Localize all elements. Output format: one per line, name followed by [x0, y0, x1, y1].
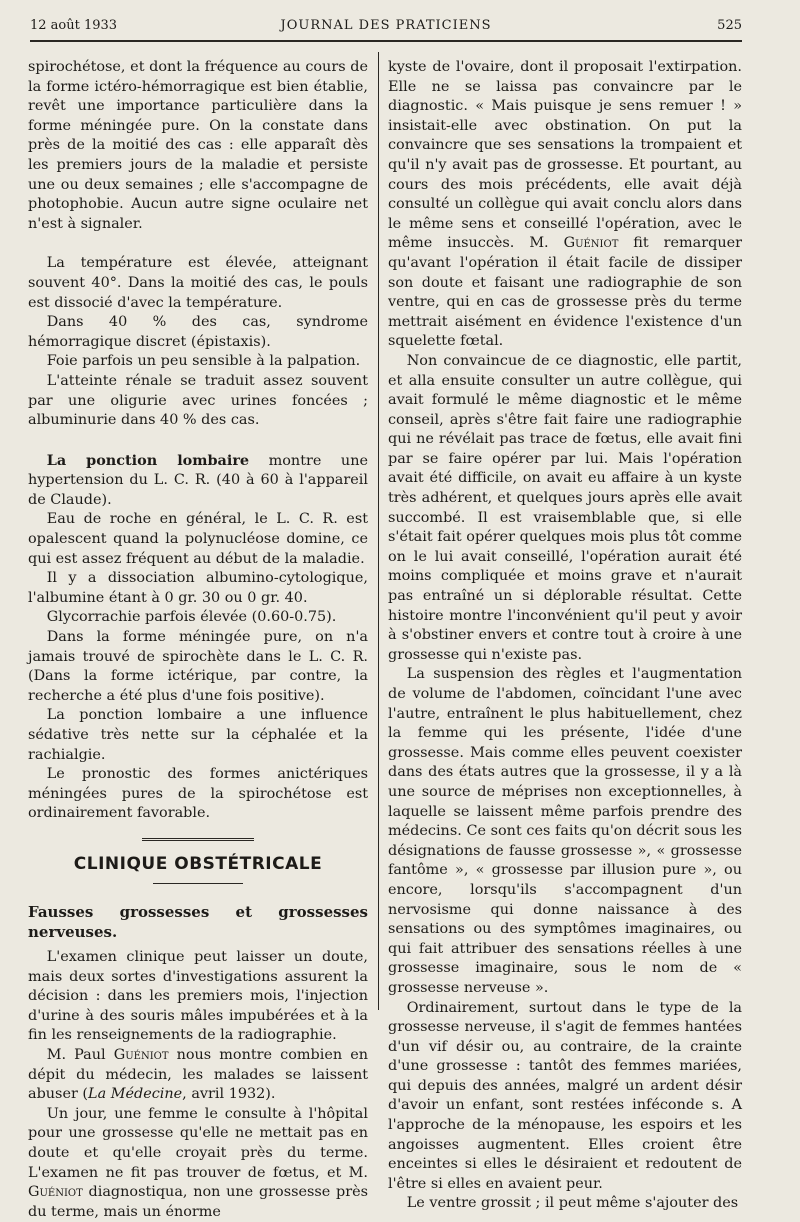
paragraph: L'examen clinique peut laisser un doute, mais deux sortes d'investigations assurent la décision : dans les premiers mois, l'injection d'urine à des souris mâles impubérées et à la fin les renseignements de la radiographie.: [28, 948, 368, 1044]
paragraph: spirochétose, et dont la fréquence au cours de la forme ictéro-hémorragique est bien établie, revêt une importance particulière dans la forme méningée pure. On la constate dans près de la moitié des cas : elle apparaît dès les premiers jours de la maladie et persiste une ou deux semaines ; elle s'accompagne de photophobie. Aucun autre signe oculaire net n'est à signaler.: [28, 59, 368, 232]
author-name: Guéniot: [563, 235, 619, 252]
issue-date: 12 août 1933: [30, 18, 118, 33]
author-name: Guéniot: [113, 1046, 169, 1063]
paragraph: La température est élevée, atteignant souvent 40°. Dans la moitié des cas, le pouls est dissocié d'avec la température.: [28, 255, 368, 311]
paragraph: [28, 1046, 368, 1105]
section-heading: CLINIQUE OBSTÉTRICALE: [73, 853, 323, 874]
page-header: [30, 18, 742, 42]
right-column: [388, 58, 742, 1214]
paragraph: [388, 58, 742, 352]
paragraph: Le pronostic des formes anictériques méningées pures de la spirochétose est ordinairement favorable.: [28, 766, 368, 822]
paragraph: [28, 1105, 368, 1222]
left-column: [28, 58, 368, 1222]
paragraph-text: nous montre combien en dépit du médecin, les malades se laissent abuser (: [28, 1046, 368, 1103]
paragraph: La ponction lombaire a une influence sédative très nette sur la céphalée et la rachialgie.: [28, 707, 368, 763]
paragraph-text: montre une hypertension du L. C. R. (40 à 60 à l'appareil de Claude).: [28, 452, 368, 508]
author-name: Guéniot: [28, 1184, 83, 1201]
paragraph-text: , avril 1932).: [182, 1086, 276, 1103]
paragraph: La suspension des règles et l'augmentation de volume de l'abdomen, coïncidant l'une avec l'autre, entraînent le plus habituellement, chez la femme qui les présente, l'idée d'une grossesse. Mais comme elles peuvent coexister dans des états autres que la grossesse, il y a là une source de méprises non exceptionnelles, à laquelle se laissent même parfois prendre des médecins. Ce sont ces faits qu'on décrit sous les désignations de fausse grossesse », « grossesse fantôme », « grossesse par illusion pure », ou encore, lorsqu'ils s'accompagnent d'un nervosisme qui donne naissance à des sensations ou des symptômes imaginaires, ou qui fait attribuer des sensations réelles à une grossesse imaginaire, sous le nom de « grossesse nerveuse ».: [388, 666, 742, 996]
paragraph-text: M. Paul: [46, 1046, 114, 1063]
paragraph-text: Un jour, une femme le consulte à l'hôpital pour une grossesse qu'elle ne mettait pas en doute et qu'elle croyait près du terme. L'examen ne fit pas trouver de fœtus, et M.: [28, 1105, 368, 1181]
paragraph: Dans la forme méningée pure, on n'a jamais trouvé de spirochète dans le L. C. R. (Dans la forme ictérique, par contre, la recherche a été plus d'une fois positive).: [28, 629, 368, 704]
paragraph: Dans 40 % des cas, syndrome hémorragique discret (épistaxis).: [28, 314, 368, 350]
paragraph-text: kyste de l'ovaire, dont il proposait l'extirpation. Elle ne se laissa pas convaincre par le diagnostic. « Mais puisque je sens remuer ! » insistait-elle avec obstination. On put la convaincre que ses sensations la trompaient et qu'il n'y avait pas de grossesse. Et pourtant, au cours des mois précédents, elle avait déjà consulté un collègue qui avait conclu alors dans le même sens et conseillé l'opération, avec le même insuccès. M.: [388, 59, 742, 252]
column-divider: [378, 52, 379, 1010]
journal-title: JOURNAL DES PRATICIENS: [280, 18, 492, 33]
paragraph: Eau de roche en général, le L. C. R. est opalescent quand la polynucléose domine, ce qui est assez fréquent au début de la maladie.: [28, 511, 368, 567]
paragraph: L'atteinte rénale se traduit assez souvent par une oligurie avec urines foncées ; albuminurie dans 40 % des cas.: [28, 372, 368, 429]
paragraph: Le ventre grossit ; il peut même s'ajouter des: [406, 1195, 739, 1212]
bold-lead: La ponction lombaire: [46, 451, 250, 469]
journal-citation: La Médecine: [88, 1086, 183, 1103]
paragraph: Glycorrachie parfois élevée (0.60-0.75).: [46, 609, 337, 626]
paragraph: Foie parfois un peu sensible à la palpation.: [46, 353, 361, 370]
paragraph-text: fit remarquer qu'avant l'opération il était facile de dissiper son doute et faisant une radiographie de son ventre, qui en cas de grossesse près du terme mettrait aisément en évidence l'existence d'un squelette fœtal.: [388, 235, 743, 350]
page-number: 525: [717, 18, 742, 33]
paragraph: Ordinairement, surtout dans le type de la grossesse nerveuse, il s'agit de femmes hantées d'un vif désir ou, au contraire, de la crainte d'une grossesse : tantôt des femmes mariées, qui depuis des années, malgré un ardent désir d'avoir un enfant, sont restées inféconde s. A l'approche de la ménopause, les espoirs et les angoisses augmentent. Elles croient être enceintes si elles le désiraient et redoutent de l'être si elles en avaient peur.: [388, 999, 742, 1192]
paragraph: Il y a dissociation albumino-cytologique, l'albumine étant à 0 gr. 30 ou 0 gr. 40.: [28, 570, 368, 606]
paragraph: [28, 451, 368, 511]
paragraph-text: diagnostiqua, non une grossesse près du terme, mais un énorme: [28, 1184, 368, 1220]
section-rule-bottom: [153, 883, 243, 884]
paragraph: Non convaincue de ce diagnostic, elle partit, et alla ensuite consulter un autre collègue, qui avait formulé le même diagnostic et le même conseil, après s'être fait faire une radiographie qui ne révélait pas trace de fœtus, elle avait fini par se faire opérer par lui. Mais l'opération avait été difficile, on avait eu affaire à un kyste très adhérent, et quelques jours après elle avait succombé. Il est vraisemblable que, si elle s'était fait opérer quelques mois plus tôt comme on le lui avait conseillé, l'opération aurait été moins compliquée et moins grave et n'aurait pas entraîné un si déplorable résultat. Cette histoire montre l'inconvénient qu'il peut y avoir à s'obstiner envers et contre tout à croire à une grossesse qui n'existe pas.: [388, 352, 742, 663]
section-rule-top: [142, 838, 254, 841]
article-subheading: Fausses grossesses et grossesses nerveuses.: [28, 902, 368, 941]
